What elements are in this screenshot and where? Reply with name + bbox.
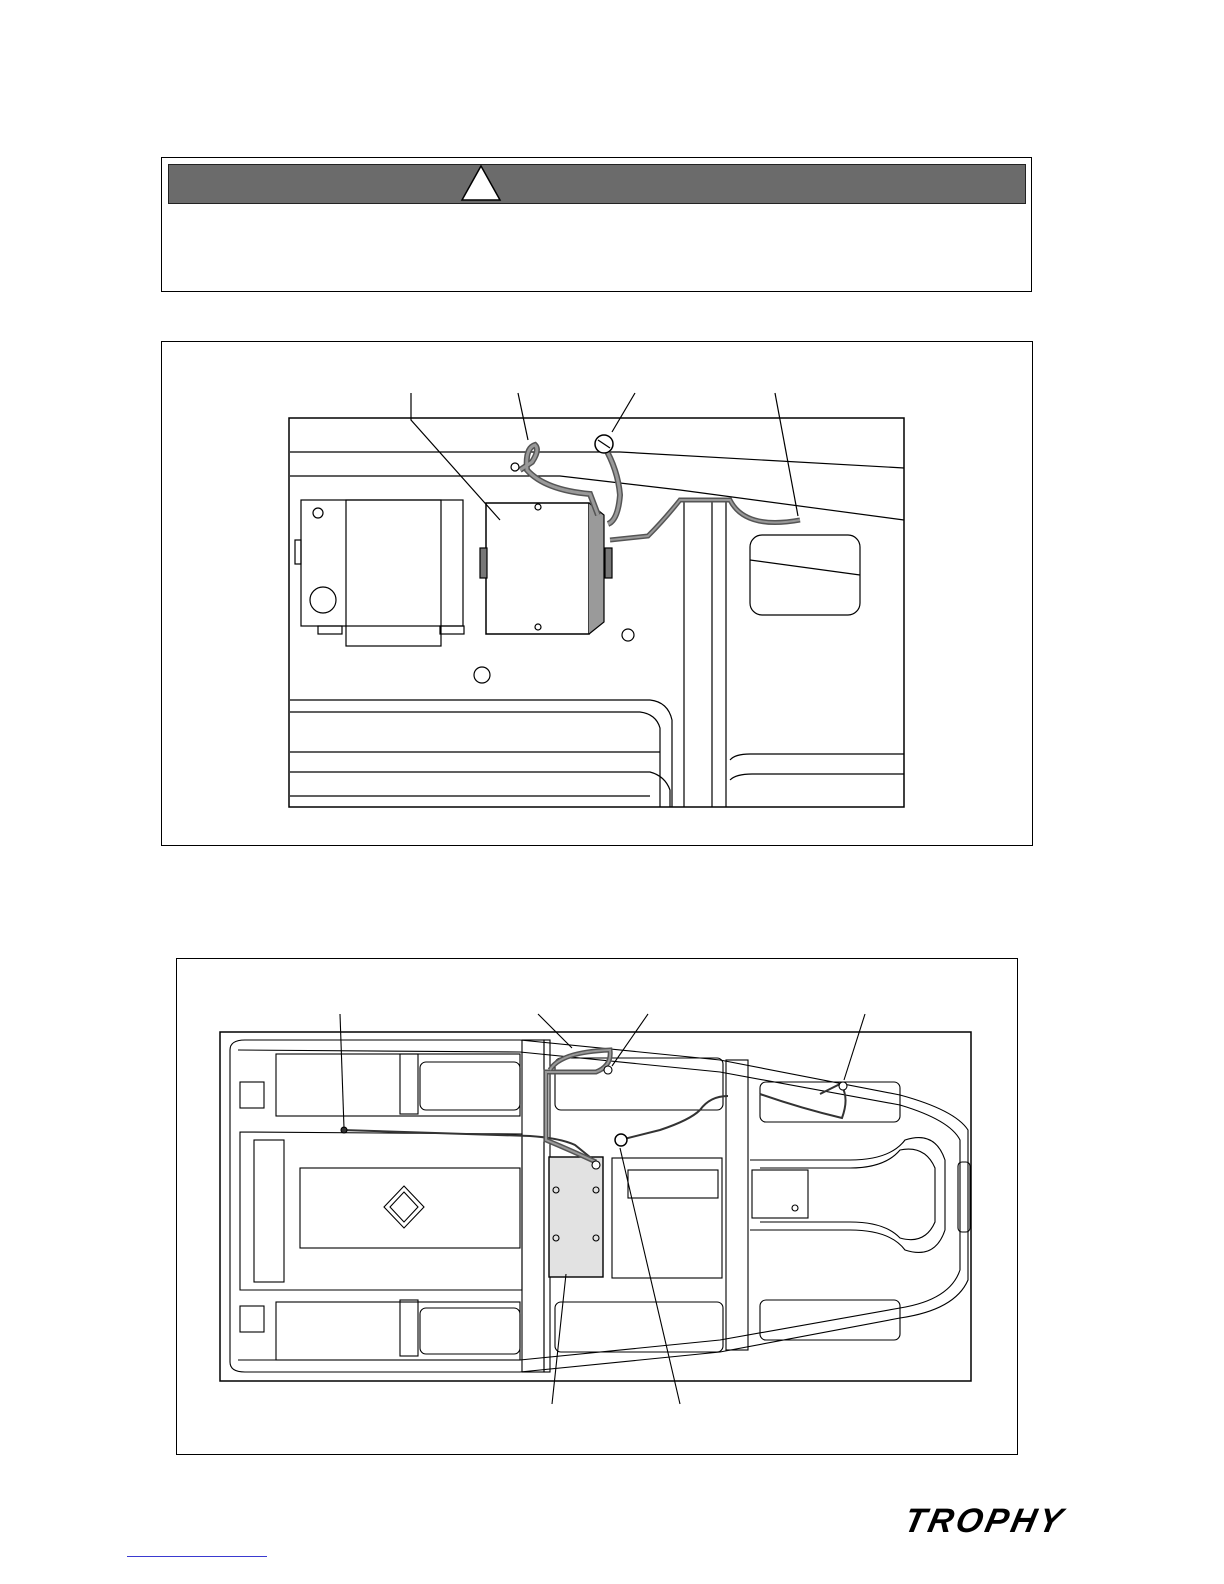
- footer-rule: [127, 1556, 267, 1557]
- brand-logo: TROPHY: [900, 1502, 1069, 1540]
- figure-1-frame: [161, 341, 1033, 846]
- warning-header-bar: [168, 164, 1026, 204]
- figure-2-frame: [176, 958, 1018, 1455]
